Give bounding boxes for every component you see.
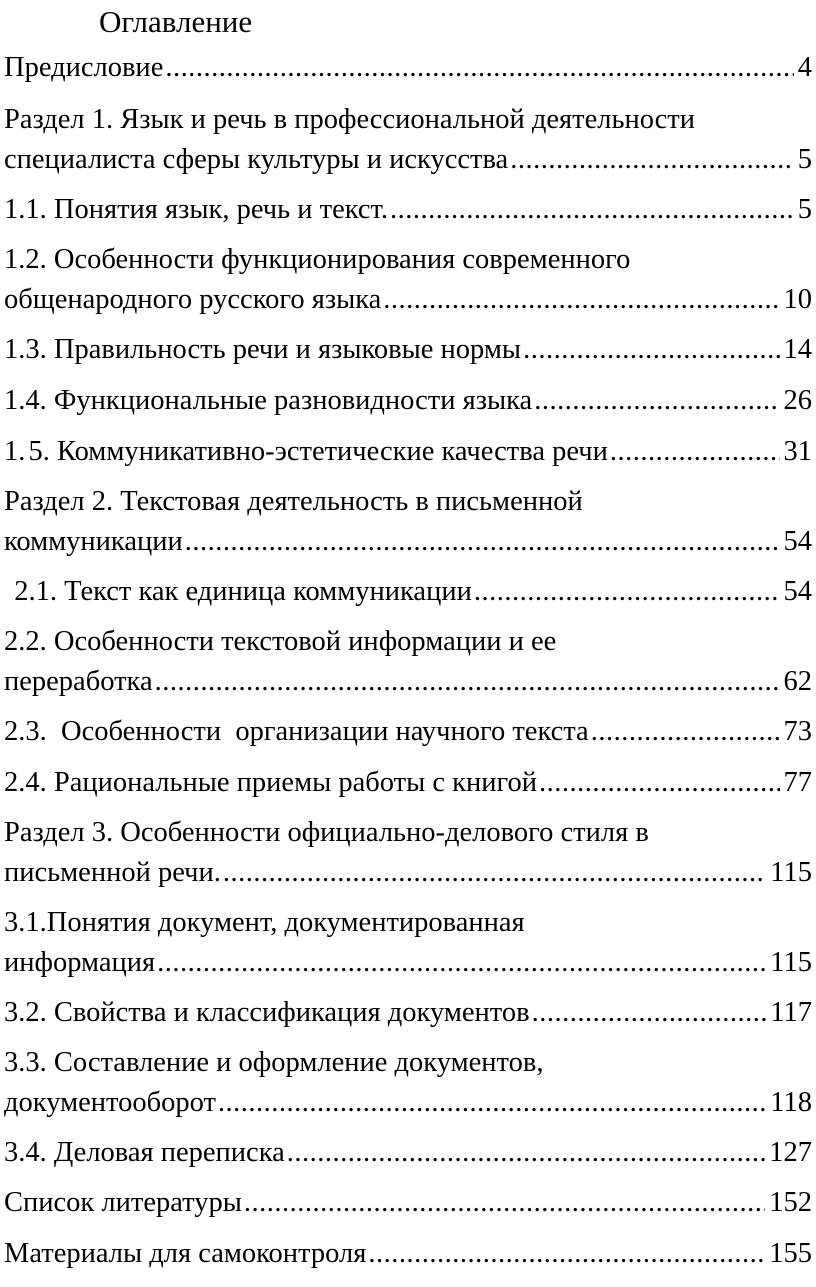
toc-page-number: 62 bbox=[783, 666, 812, 697]
leader-dots bbox=[285, 1133, 765, 1173]
toc-entry-3-1[interactable] bbox=[4, 903, 812, 983]
leader-dots bbox=[388, 190, 794, 230]
toc-entry-text: 1.2. Особенности функционирования современного bbox=[4, 244, 631, 275]
leader-dots bbox=[366, 1234, 765, 1274]
leader-dots bbox=[589, 712, 780, 752]
toc-entry-1-3[interactable] bbox=[4, 330, 812, 370]
leader-dots bbox=[530, 993, 767, 1033]
toc-entry-text: Список литературы bbox=[4, 1187, 242, 1218]
toc-page-number: 4 bbox=[797, 52, 812, 83]
toc-entry-bibliography[interactable] bbox=[4, 1183, 812, 1223]
leader-dots bbox=[537, 763, 780, 803]
toc-entry-text-continued: общенародного русского языка bbox=[4, 284, 382, 315]
leader-dots bbox=[153, 662, 780, 702]
toc-entry-text-continued: документооборот bbox=[4, 1087, 216, 1118]
toc-page-number: 115 bbox=[770, 857, 812, 888]
leader-dots bbox=[608, 432, 780, 472]
toc-entry-text: Предисловие bbox=[4, 52, 164, 83]
toc-page-number: 118 bbox=[770, 1087, 812, 1118]
toc-page-number: 127 bbox=[769, 1137, 812, 1168]
toc-entry-2-3[interactable] bbox=[4, 712, 812, 752]
toc-page-number: 152 bbox=[769, 1187, 812, 1218]
toc-entry-text: 2.1. Текст как единица коммуникации bbox=[14, 576, 472, 607]
leader-dots bbox=[532, 381, 779, 421]
toc-page-number: 117 bbox=[770, 997, 812, 1028]
toc-entry-text: 2.4. Рациональные приемы работы с книгой bbox=[4, 767, 537, 798]
toc-entry-text: 1.3. Правильность речи и языковые нормы bbox=[4, 334, 522, 365]
leader-dots bbox=[221, 853, 766, 893]
toc-page-number: 54 bbox=[783, 526, 812, 557]
toc-entry-text: Раздел 1. Язык и речь в профессиональной деятельности bbox=[4, 104, 696, 135]
toc-entry-text: 3.3. Составление и оформление документов, bbox=[4, 1047, 544, 1078]
toc-entry-text: Раздел 3. Особенности официально-делового стиля в bbox=[4, 817, 649, 848]
leader-dots bbox=[155, 943, 766, 983]
toc-entry-text: 1.4. Функциональные разновидности языка bbox=[4, 385, 533, 416]
toc-entry-text: 3.4. Деловая переписка bbox=[4, 1137, 285, 1168]
toc-entry-3-3[interactable] bbox=[4, 1043, 812, 1123]
toc-entry-text: 3.2. Свойства и классификация документов bbox=[4, 997, 530, 1028]
toc-entry-1-4[interactable] bbox=[4, 381, 812, 421]
toc-entry-3-2[interactable] bbox=[4, 993, 812, 1033]
toc-entry-text-continued: письменной речи. bbox=[4, 857, 221, 888]
toc-entry-1-5[interactable] bbox=[4, 432, 812, 472]
leader-dots bbox=[242, 1183, 765, 1223]
leader-dots bbox=[216, 1083, 766, 1123]
toc-page-number: 14 bbox=[783, 334, 812, 365]
toc-page-number: 5 bbox=[797, 144, 812, 175]
toc-page-number: 73 bbox=[783, 716, 812, 747]
toc-page-number: 10 bbox=[783, 284, 812, 315]
toc-entry-text-continued: коммуникации bbox=[4, 526, 183, 557]
toc-page-number: 26 bbox=[783, 385, 812, 416]
leader-dots bbox=[521, 330, 779, 370]
toc-entry-text: 2.2. Особенности текстовой информации и ее bbox=[4, 626, 557, 657]
leader-dots bbox=[183, 522, 780, 562]
toc-entry-self-control[interactable] bbox=[4, 1234, 812, 1274]
toc-entry-2-4[interactable] bbox=[4, 763, 812, 803]
toc-page-number: 77 bbox=[783, 767, 812, 798]
toc-entry-text: Раздел 2. Текстовая деятельность в письменной bbox=[4, 486, 583, 517]
toc-entry-2-1[interactable] bbox=[4, 572, 812, 612]
leader-dots bbox=[381, 280, 779, 320]
toc-entry-2-2[interactable] bbox=[4, 622, 812, 702]
toc-page-number: 155 bbox=[769, 1238, 812, 1269]
toc-entry-text-continued: специалиста сферы культуры и искусства bbox=[4, 144, 509, 175]
toc-entry-text-continued: информация bbox=[4, 947, 156, 978]
leader-dots bbox=[163, 48, 793, 88]
toc-entry-text: 2.3. Особенности организации научного текста bbox=[4, 716, 589, 747]
toc-entry-1-1[interactable] bbox=[4, 190, 812, 230]
toc-entry-section-1[interactable] bbox=[4, 100, 812, 180]
leader-dots bbox=[508, 140, 794, 180]
toc-entry-number: 1. bbox=[4, 436, 26, 467]
toc-entry-1-2[interactable] bbox=[4, 240, 812, 320]
toc-page-number: 5 bbox=[797, 194, 812, 225]
toc-entry-preface[interactable] bbox=[4, 48, 812, 88]
toc-entry-section-2[interactable] bbox=[4, 482, 812, 562]
toc-page-number: 31 bbox=[783, 436, 812, 467]
toc-entry-3-4[interactable] bbox=[4, 1133, 812, 1173]
toc-entry-text: 5. Коммуникативно-эстетические качества речи bbox=[28, 436, 608, 467]
toc-entry-text-continued: переработка bbox=[4, 666, 153, 697]
toc-entry-text: Материалы для самоконтроля bbox=[4, 1238, 367, 1269]
toc-page-number: 115 bbox=[770, 947, 812, 978]
toc-entry-text: 1.1. Понятия язык, речь и текст. bbox=[4, 194, 388, 225]
leader-dots bbox=[472, 572, 780, 612]
toc-title: Оглавление bbox=[99, 4, 253, 39]
toc-entry-section-3[interactable] bbox=[4, 813, 812, 893]
toc-page-number: 54 bbox=[783, 576, 812, 607]
toc-entry-text: 3.1.Понятия документ, документированная bbox=[4, 907, 525, 938]
